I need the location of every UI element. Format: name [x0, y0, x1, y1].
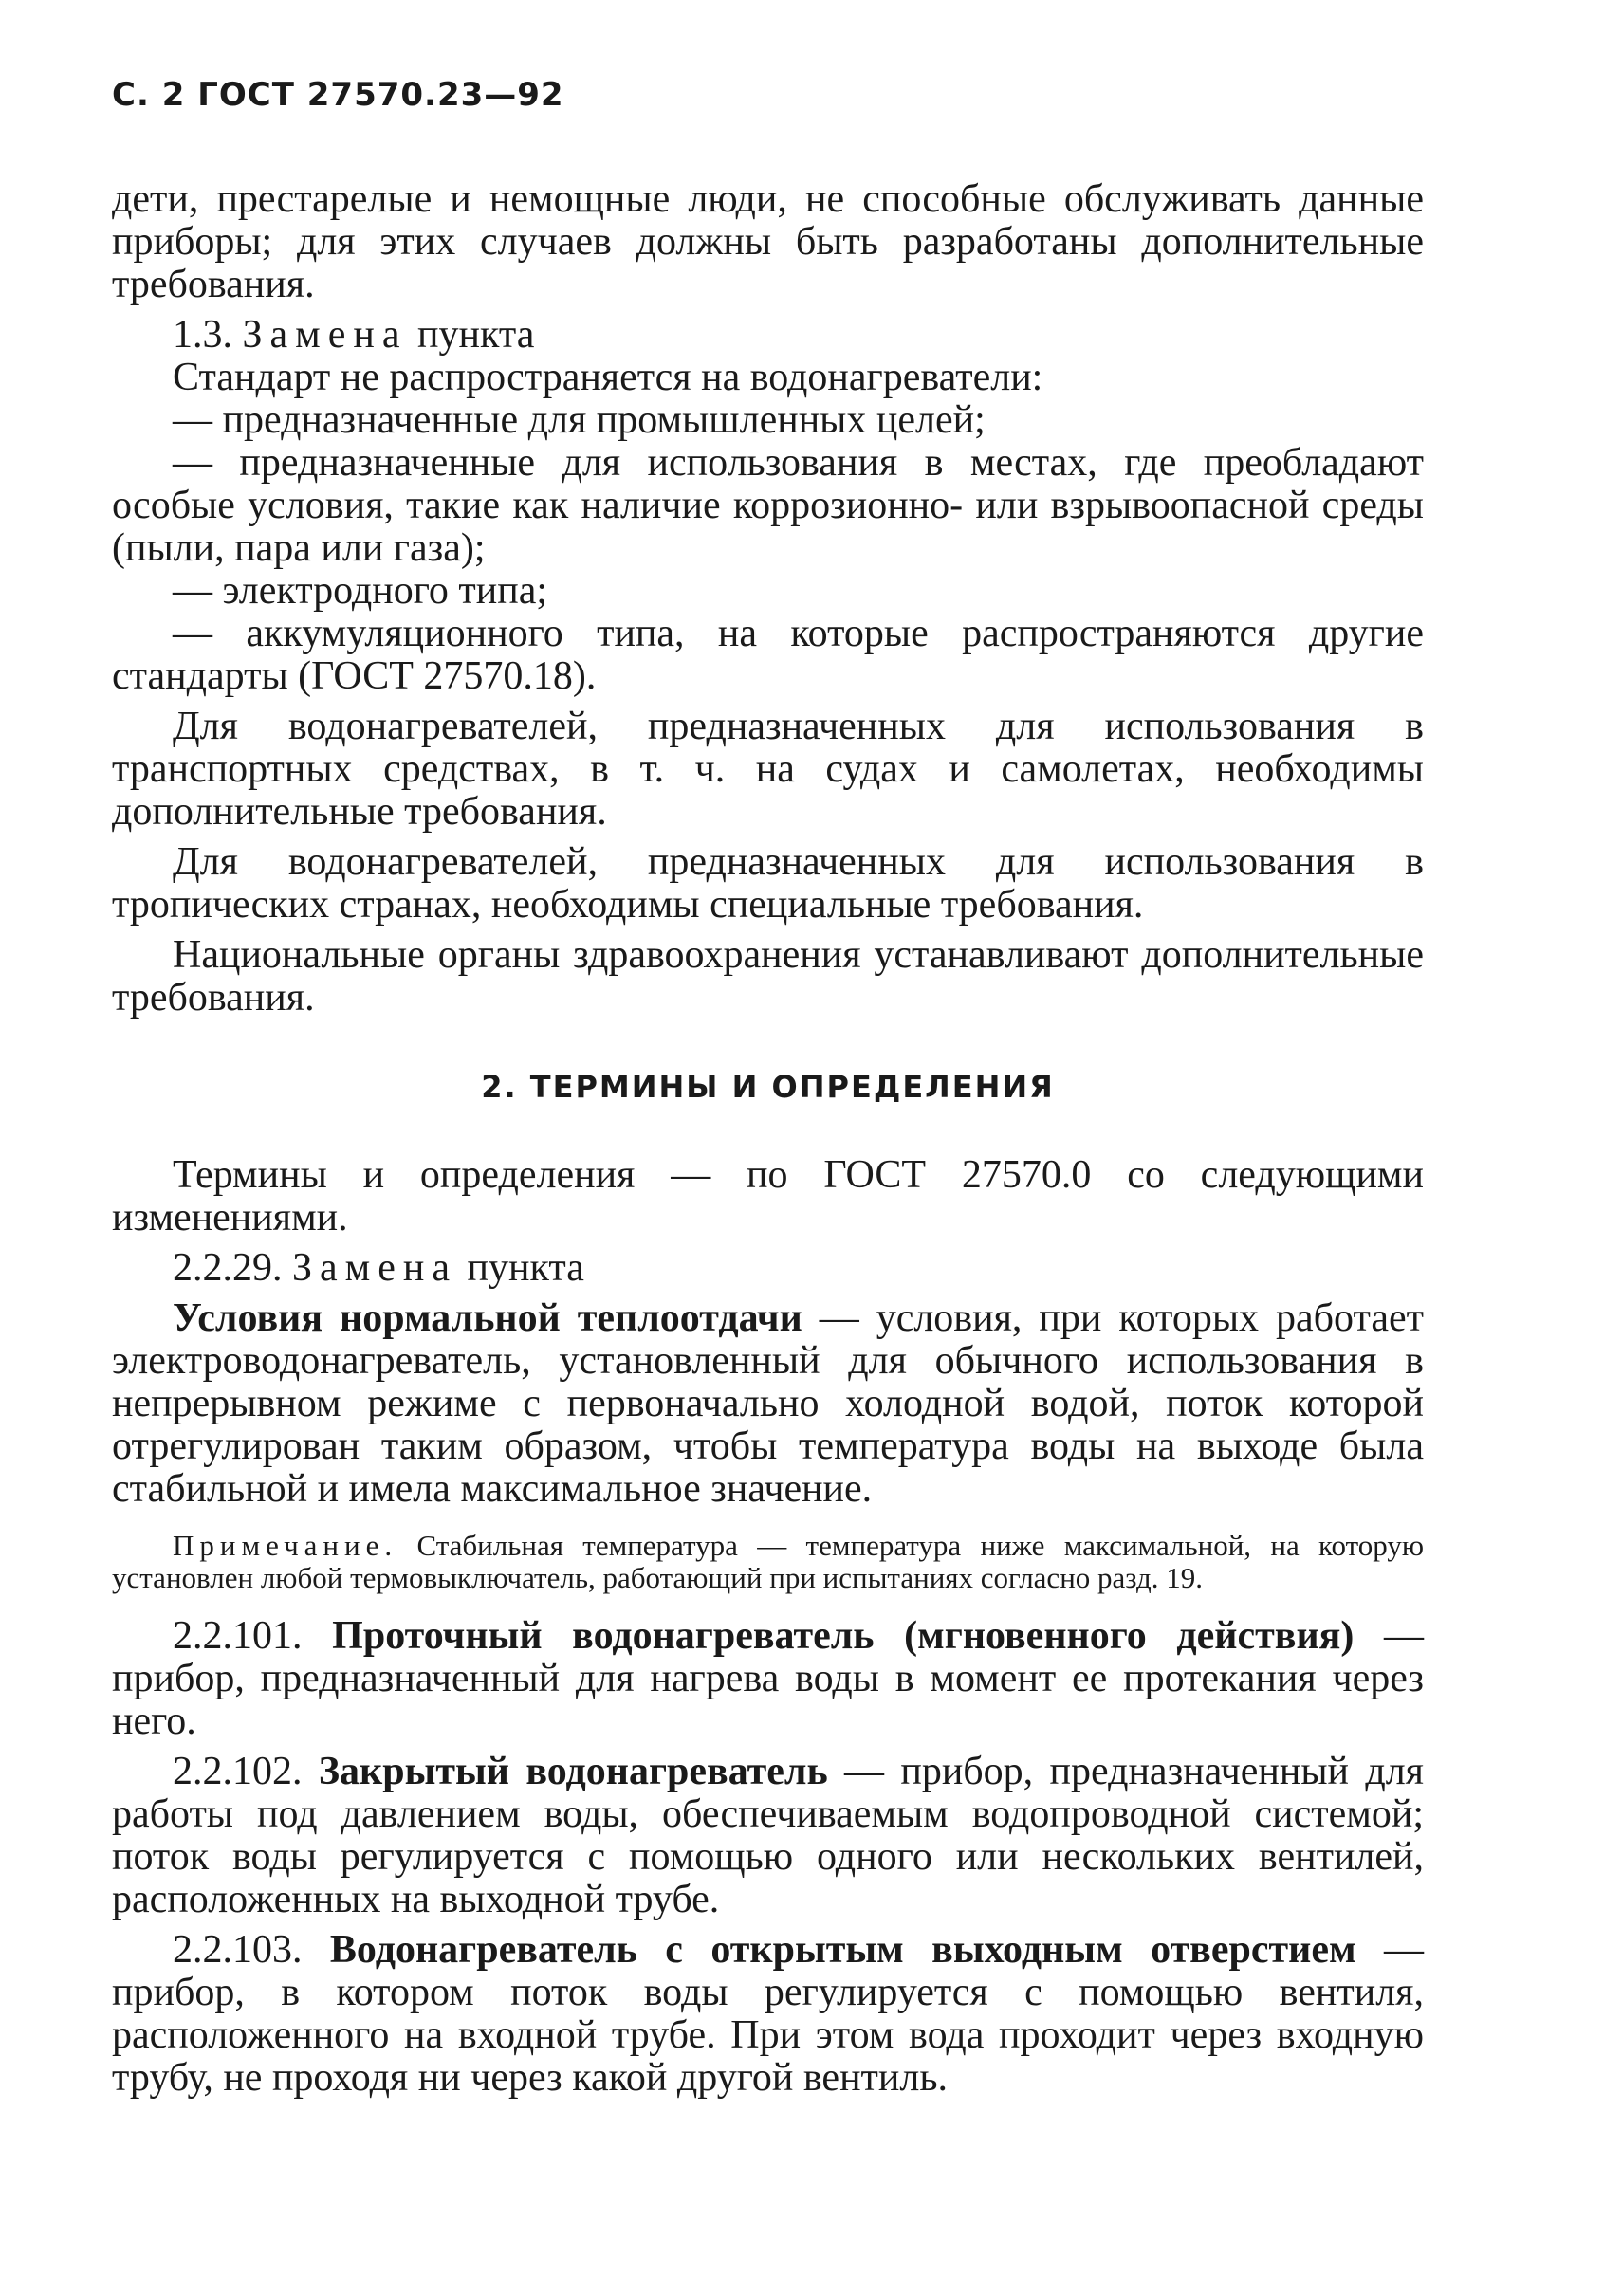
clause-number: 2.2.101. — [173, 1614, 333, 1658]
paragraph-scope: Стандарт не распространяется на водонагреватели: — [173, 356, 1043, 399]
clause-number: 2.2.102. — [173, 1750, 319, 1793]
list-item-special-conditions: — предназначенные для использования в местах, где преобладают особые условия, такие как наличие коррозионно- или взрывоопасной среды (пыли, пара или газа); — [112, 441, 1424, 570]
clause-number: 2.2.103. — [173, 1928, 330, 1972]
term: Закрытый водонагреватель — [318, 1750, 828, 1793]
definition-2-2-103 — [112, 1929, 1424, 2100]
clause-number: 2.2.29. — [173, 1246, 283, 1290]
section-title: 2. ТЕРМИНЫ И ОПРЕДЕЛЕНИЯ — [481, 1069, 1055, 1105]
note-text: Стабильная температура — температура ниже максимальной, на которую установлен любой термовыключатель, работающий при испытаниях согласно разд. 19. — [112, 1529, 1424, 1594]
paragraph-terms: Термины и определения — по ГОСТ 27570.0 со следующими изменениями. — [112, 1153, 1424, 1240]
paragraph-continuation: дети, престарелые и немощные люди, не способные обслуживать данные приборы; для этих случаев должны быть разработаны дополнительные требования. — [112, 177, 1424, 306]
definition-2-2-101 — [112, 1615, 1424, 1743]
term: Водонагреватель с открытым выходным отверстием — [329, 1928, 1356, 1972]
paragraph-health-authorities: Национальные органы здравоохранения устанавливают дополнительные требования. — [112, 933, 1424, 1019]
definition-text: — прибор, предназначенный для нагрева воды в момент ее протекания через него. — [112, 1614, 1425, 1743]
list-item-industrial: — предназначенные для промышленных целей; — [173, 398, 986, 442]
term: Проточный водонагреватель (мгновенного действия) — [332, 1614, 1355, 1658]
clause-label: Замена — [292, 1246, 458, 1290]
clause-1-3-heading — [112, 314, 1424, 357]
definition-normal-heat-dissipation — [112, 1297, 1424, 1511]
clause-rest: пункта — [467, 1246, 584, 1290]
clause-label: Замена — [242, 313, 408, 357]
note-label: Примечание. — [173, 1529, 398, 1562]
paragraph-tropical: Для водонагревателей, предназначенных для использования в тропических странах, необходимы специальные требования. — [112, 840, 1424, 927]
list-item-storage: — аккумуляционного типа, на которые распространяются другие стандарты (ГОСТ 27570.18). — [112, 612, 1424, 698]
clause-2-2-29-heading — [112, 1247, 1424, 1290]
note — [112, 1530, 1424, 1594]
definition-text: — прибор, предназначенный для работы под давлением воды, обеспечиваемым водопроводной системой; поток воды регулируется с помощью одного или нескольких вентилей, расположенных на выходной трубе. — [112, 1750, 1424, 1921]
definition-text: — условия, при которых работает электроводонагреватель, установленный для обычного использования в непрерывном режиме с первоначально холодной водой, поток которой отрегулирован таким образом, чтобы температура воды на выходе была стабильной и имела максимальное значение. — [112, 1296, 1424, 1511]
clause-number: 1.3. — [173, 313, 232, 357]
list-item-electrode: — электродного типа; — [173, 569, 548, 613]
clause-rest: пункта — [417, 313, 535, 357]
paragraph-transport: Для водонагревателей, предназначенных для использования в транспортных средствах, в т. ч. на судах и самолетах, необходимы дополнительные требования. — [112, 705, 1424, 834]
definition-2-2-102 — [112, 1751, 1424, 1921]
definition-text: — прибор, в котором поток воды регулируется с помощью вентиля, расположенного на входной трубе. При этом вода проходит через входную трубу, не проходя ни через какой другой вентиль. — [112, 1928, 1424, 2100]
page-header: С. 2 ГОСТ 27570.23—92 — [112, 76, 564, 114]
term: Условия нормальной теплоотдачи — [173, 1296, 802, 1340]
